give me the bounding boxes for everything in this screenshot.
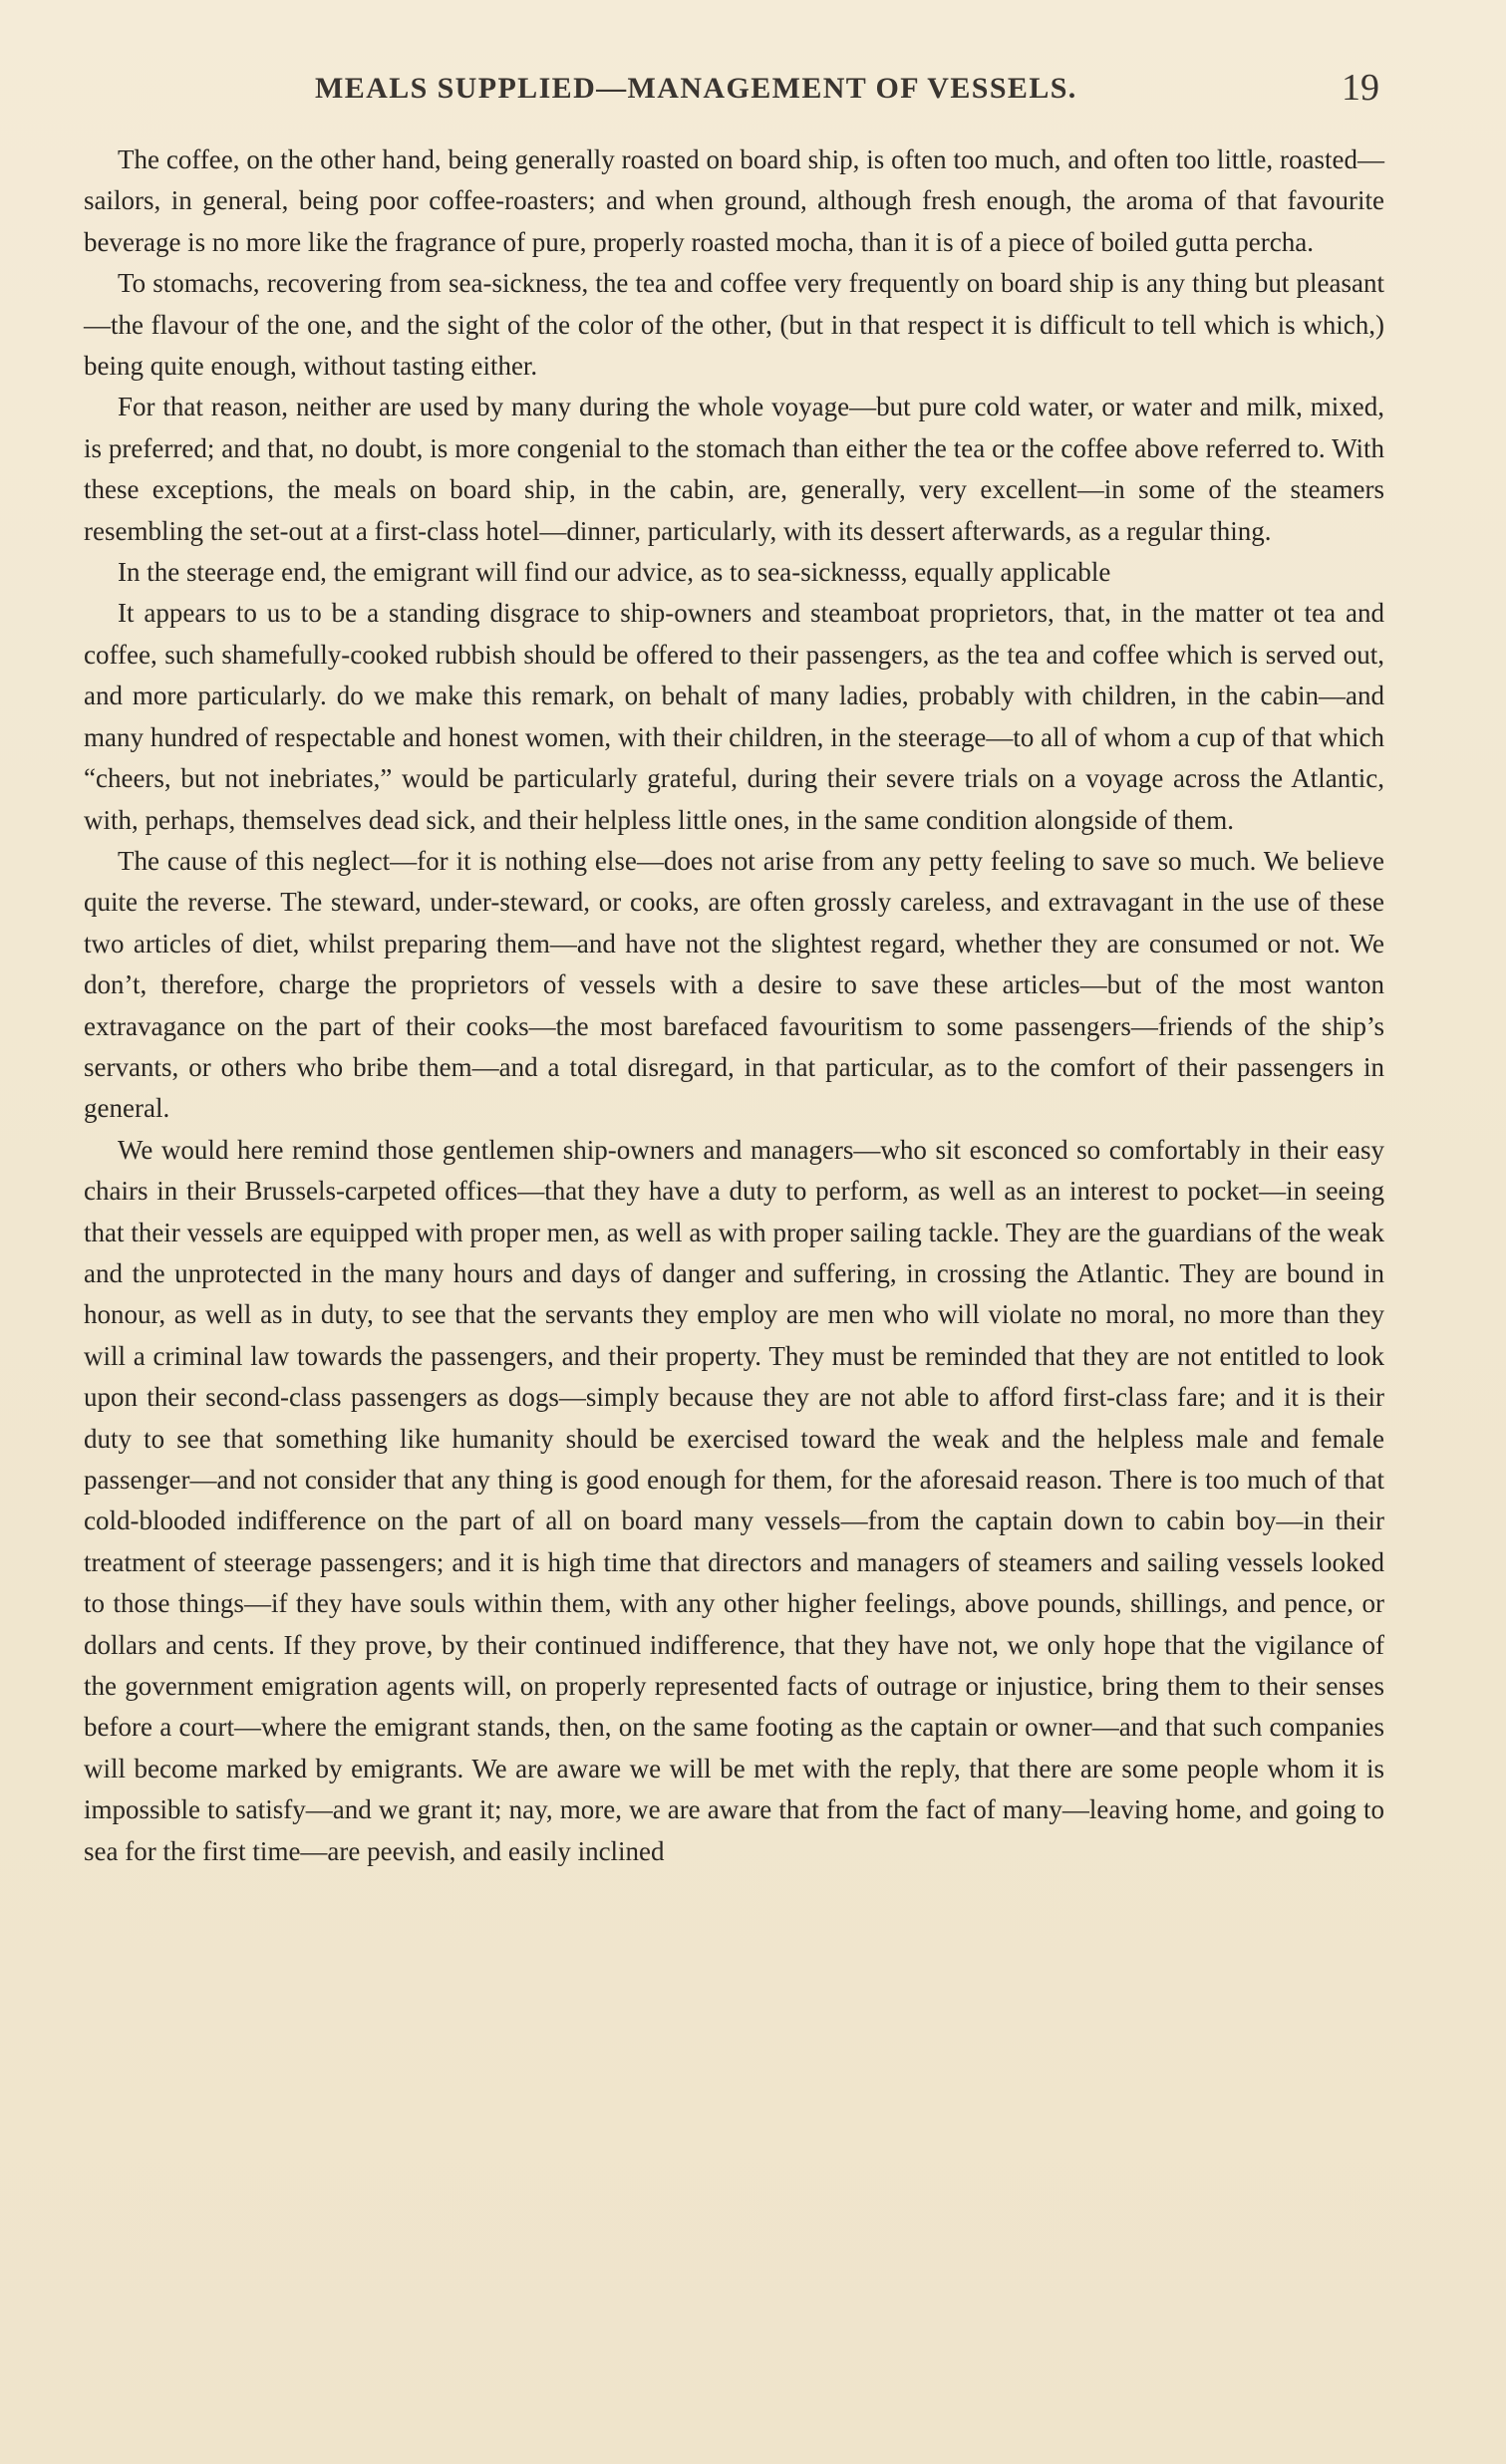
running-head: MEALS SUPPLIED—MANAGEMENT OF VESSELS. (315, 72, 1077, 105)
paragraph-steerage-advice: In the steerage end, the emigrant will find our advice, as to sea-sicknesss, equally applicable (118, 557, 1111, 588)
paragraph-coffee-roasting: The coffee, on the other hand, being generally roasted on board ship, is often too much, and often too little, roasted—sailors, in general, being poor coffee-roasters; and when ground, although fresh enough, the aroma of that favourite beverage is no more like the fragrance of pure, properly roasted mocha, than it is of a piece of boiled gutta percha. (84, 144, 1384, 257)
paragraph-cause-of-neglect: The cause of this neglect—for it is nothing else—does not arise from any petty feeling to save so much. We believe quite the reverse. The steward, under-steward, or cooks, are often grossly careless, and extravagant in the use of these two articles of diet, whilst preparing them—and have not the slightest regard, whether they are consumed or not. We don’t, therefore, charge the proprietors of vessels with a desire to save these articles—but of the most wanton extravagance on the part of their cooks—the most barefaced favouritism to some passengers—friends of the ship’s servants, or others who bribe them—and a total disregard, in that particular, as to the comfort of their passengers in general. (84, 845, 1384, 1124)
paragraph-standing-disgrace: It appears to us to be a standing disgrace to ship-owners and steamboat proprietors, that, in the matter ot tea and coffee, such shamefully-cooked rubbish should be offered to their passengers, as the tea and coffee which is served out, and more particularly. do we make this remark, on behalt of many ladies, probably with children, in the cabin—and many hundred of respectable and honest women, with their children, in the steerage—to all of whom a cup of that which “cheers, but not inebriates,” would be particularly grateful, during their severe trials on a voyage across the Atlantic, with, perhaps, themselves dead sick, and their helpless little ones, in the same condition alongside of them. (84, 598, 1384, 835)
paragraph-remind-owners: We would here remind those gentlemen ship-owners and managers—who sit esconced so comfortably in their easy chairs in their Brussels-carpeted offices—that they have a duty to perform, as well as an interest to pocket—in seeing that their vessels are equipped with proper men, as well as with proper sailing tackle. They are the guardians of the weak and the unprotected in the many hours and days of danger and suffering, in crossing the Atlantic. They are bound in honour, as well as in duty, to see that the servants they employ are men who will violate no moral, no more than they will a criminal law towards the passengers, and their property. They must be reminded that they are not entitled to look upon their second-class passengers as dogs—simply because they are not able to afford first-class fare; and it is their duty to see that something like humanity should be exercised toward the weak and the helpless male and female passenger—and not consider that any thing is good enough for them, for the aforesaid reason. There is too much of that cold-blooded indifference on the part of all on board many vessels—from the captain down to cabin boy—in their treatment of steerage passengers; and it is high time that directors and managers of steamers and sailing vessels looked to those things—if they have souls within them, with any other higher feelings, above pounds, shillings, and pence, or dollars and cents. If they prove, by their continued indifference, that they have not, we only hope that the vigilance of the government emigration agents will, on properly represented facts of outrage or injustice, bring them to their senses before a court—where the emigrant stands, then, on the same footing as the captain or owner—and that such companies will become marked by emigrants. We are aware we will be met with the reply, that there are some people whom it is impossible to satisfy—and we grant it; nay, more, we are aware that from the fact of many—leaving home, and going to sea for the first time—are peevish, and easily inclined (84, 1134, 1384, 1866)
body-text (84, 139, 1384, 1872)
paragraph-stomachs: To stomachs, recovering from sea-sickness, the tea and coffee very frequently on board ship is any thing but pleasant—the flavour of the one, and the sight of the color of the other, (but in that respect it is difficult to tell which is which,) being quite enough, without tasting either. (84, 268, 1384, 382)
paragraph-cold-water: For that reason, neither are used by many during the whole voyage—but pure cold water, or water and milk, mixed, is preferred; and that, no doubt, is more congenial to the stomach than either the tea or the coffee above referred to. With these exceptions, the meals on board ship, in the cabin, are, generally, very excellent—in some of the steamers resembling the set-out at a first-class hotel—dinner, particularly, with its dessert afterwards, as a regular thing. (84, 392, 1384, 546)
page-number: 19 (1342, 67, 1379, 109)
